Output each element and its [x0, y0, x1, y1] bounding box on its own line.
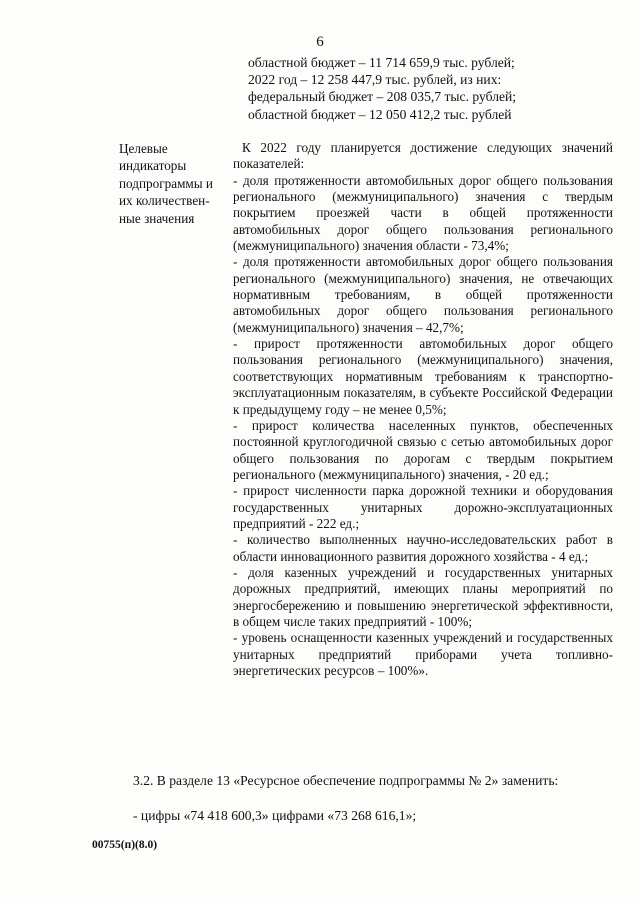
- indicators-intro: К 2022 году планируется достижение следующих значений показателей:: [233, 140, 613, 172]
- indicator-item: - доля протяженности автомобильных дорог общего пользования регионального (межмуниципального) значения, не отвечающих нормативным требованиям, в общей протяженности автомобильных дорог общего пользования регионального (межмуниципального) значения – 42,7%;: [233, 254, 613, 335]
- label-line: индикаторы: [119, 158, 187, 174]
- indicator-item: - доля казенных учреждений и государственных унитарных дорожных предприятий, имеющих планы мероприятий по энергосбережению и повышению энергетической эффективности, в общем числе таких предприятий - 100%;: [233, 564, 613, 629]
- indicator-item: - прирост численности парка дорожной техники и оборудования государственных унитарных дорожно-эксплуатационных предприятий - 222 ед.;: [233, 483, 613, 531]
- indicator-item: - прирост количества населенных пунктов, обеспеченных постоянной круглогодичной связью с сетью автомобильных дорог общего пользования по дорогам с твердым покрытием регионального (межмуниципального) значения, - 20 ед.;: [233, 417, 613, 482]
- budget-continuation: [248, 54, 608, 123]
- numbers-replacement: - цифры «74 418 600,3» цифрами «73 268 616,1»;: [133, 808, 417, 823]
- indicator-item: - доля протяженности автомобильных дорог общего пользования регионального (межмуниципального) значения с твердым покрытием проезжей части в общей протяженности автомобильных дорог общего пользования регионального (межмуниципального) значения области - 73,4%;: [233, 172, 613, 254]
- section-reference: 3.2. В разделе 13 «Ресурсное обеспечение подпрограммы № 2» заменить:: [133, 773, 559, 788]
- page-number: 6: [316, 34, 324, 50]
- target-indicators-values: [233, 140, 613, 679]
- label-line: подпрограммы и: [119, 175, 213, 191]
- indicator-item: - количество выполненных научно-исследовательских работ в области инновационного развития дорожного хозяйства - 4 ед.;: [233, 532, 613, 564]
- target-indicators-label: [119, 140, 237, 227]
- label-line: Целевые: [119, 141, 168, 156]
- document-code: 00755(п)(8.0): [92, 839, 158, 851]
- budget-line: федеральный бюджет – 208 035,7 тыс. рублей;: [248, 89, 517, 105]
- budget-line: областной бюджет – 12 050 412,2 тыс. рублей: [248, 106, 512, 122]
- budget-line: областной бюджет – 11 714 659,9 тыс. рублей;: [248, 55, 515, 70]
- indicator-item: - прирост протяженности автомобильных дорог общего пользования регионального (межмуниципального) значения, соответствующих нормативным требованиям к транспортно-эксплуатационным показателям, в субъекте Российской Федерации к предыдущему году – не менее 0,5%;: [233, 336, 613, 417]
- label-line: ные значения: [119, 210, 195, 226]
- indicator-item: - уровень оснащенности казенных учреждений и государственных унитарных предприятий приборами учета топливно-энергетических ресурсов – 100%».: [233, 630, 613, 678]
- budget-line: 2022 год – 12 258 447,9 тыс. рублей, из них:: [248, 72, 502, 88]
- label-line: их количествен-: [119, 193, 210, 209]
